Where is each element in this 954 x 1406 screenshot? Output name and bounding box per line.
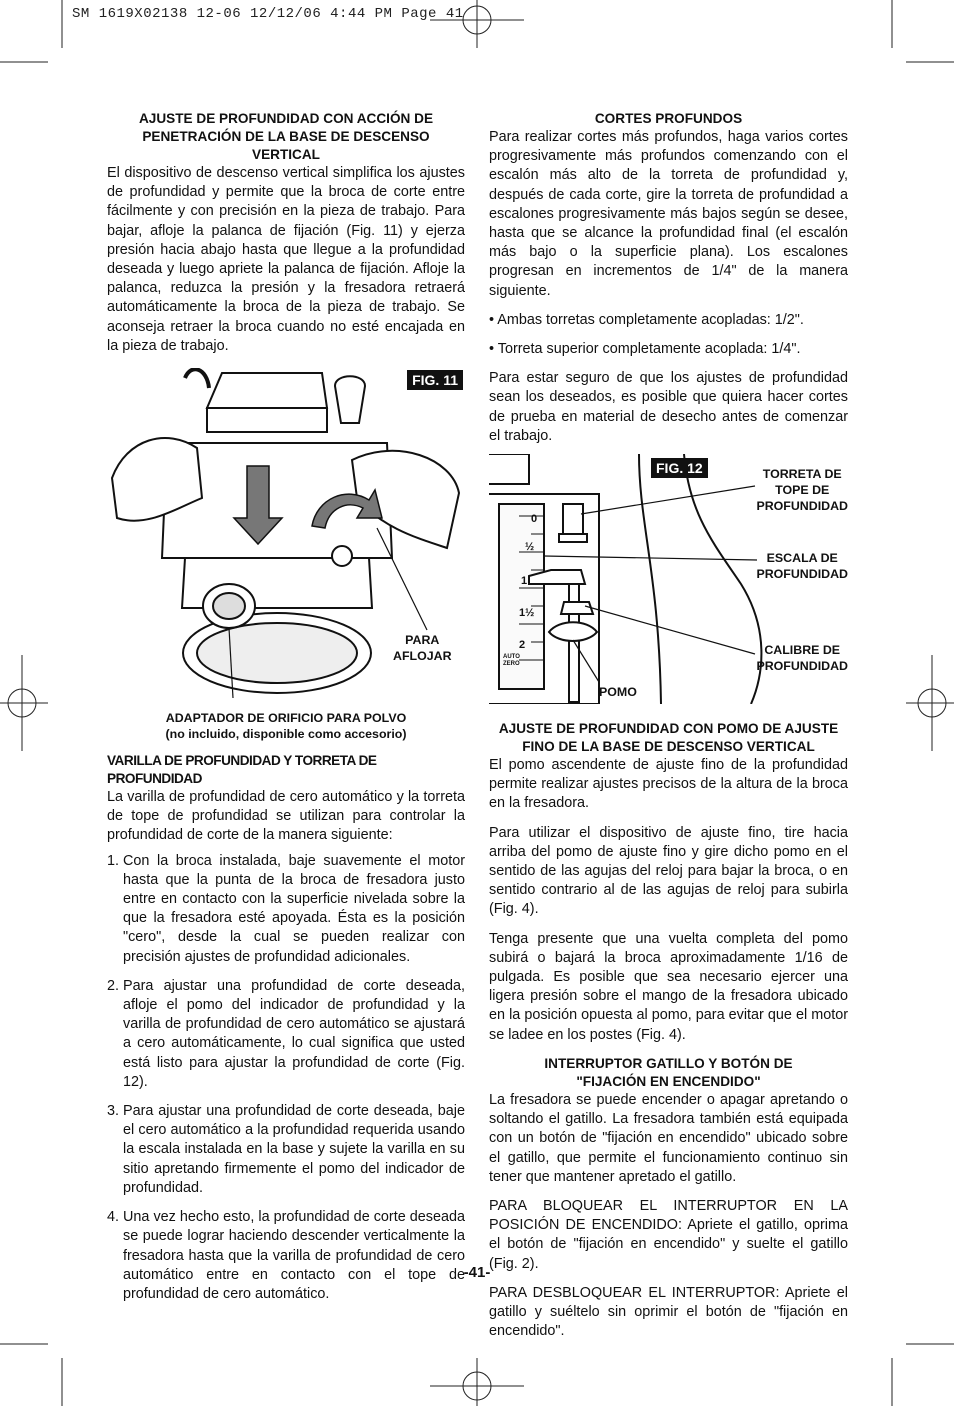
depth-scale-label: ESCALA DE PROFUNDIDAD [756,551,848,582]
scale-2-label: 2 [519,639,526,652]
scale-0-label: 0 [531,513,538,526]
printer-slug: SM 1619X02138 12-06 12/12/06 4:44 PM Page 41 [72,6,464,22]
fine-adjust-paragraph-3: Tenga presente que una vuelta completa del pomo subirá o bajará la broca aproximadamente 1/16 de pulgada. Es posible que sea necesario ejercer una ligera presión sobre el mango de la fresadora ubicado en la posición opuesta al pomo, para evitar que el motor se ladee en los postes (Fig. 4). [489,930,848,1043]
section-heading-fine-adjust: AJUSTE DE PROFUNDIDAD CON POMO DE AJUSTE FINO DE LA BASE DE DESCENSO VERTICAL [498,721,839,755]
section-heading-depth-rod: VARILLA DE PROFUNDIDAD Y TORRETA DE PROFUNDIDAD [107,753,377,787]
figure-11-tag: FIG. 11 [407,370,463,390]
page-number: -41- [463,1264,491,1281]
section-heading-plunge: AJUSTE DE PROFUNDIDAD CON ACCIÓN DE PENETRACIÓN DE LA BASE DE DESCENSO VERTICAL [138,111,434,162]
section-heading-trigger: INTERRUPTOR GATILLO Y BOTÓN DE "FIJACIÓN EN ENCENDIDO" [544,1055,793,1089]
auto-zero-label: AUTO ZERO [503,654,520,668]
trigger-paragraph-2: PARA BLOQUEAR EL INTERRUPTOR EN LA POSICIÓN DE ENCENDIDO: Apriete el gatillo, oprima el botón de "fijación en encendido" y suelte el gatillo (Fig. 2). [489,1197,848,1272]
scale-1-label: 1 [521,575,528,588]
figure-12 [489,454,848,704]
list-item: 1. Con la broca instalada, baje suavemente el motor hasta que la punta de la broca de fresadora justo entre en contacto con la superficie nivelada sobre la que la fresadora esté apoyada. Ésta es la posición "cero", desde la cual se pueden realizar con precisión ajustes de profundidad adicionales. [107,852,465,965]
registration-mark-right [906,655,954,751]
figure-12-tag: FIG. 12 [651,458,708,478]
fine-adjust-paragraph-2: Para utilizar el dispositivo de ajuste fino, tire hacia arriba del pomo de ajuste fino y gire dicho pomo en el sentido de las agujas del reloj para bajar la broca, o en sentido contrario al de las agujas de reloj para subirla (Fig. 4). [489,824,848,918]
bullet-top-turret: • Torreta superior completamente acoplada: 1/4". [489,341,801,358]
registration-mark-bottom [430,1358,524,1406]
fine-adjust-paragraph-1: El pomo ascendente de ajuste fino de la profundidad permite realizar ajustes precisos de la altura de la broca en la fresadora. [489,757,848,812]
depth-stop-turret-label: TORRETA DE TOPE DE PROFUNDIDAD [756,467,848,514]
scale-half-label: ½ [525,541,535,554]
loosen-callout: PARA AFLOJAR [393,633,452,664]
bullet-both-turrets: • Ambas torretas completamente acopladas: 1/2". [489,311,804,328]
registration-mark-left [0,655,48,751]
right-column [489,110,848,1341]
list-item: 3. Para ajustar una profundidad de corte deseada, baje el cero automático a la profundidad requerida usando la escala instalada en la base y sujete la varilla en su sitio apretando firmemente el pomo del indicador de profundidad. [107,1103,465,1196]
knob-label: POMO [599,685,637,700]
trigger-paragraph-3: PARA DESBLOQUEAR EL INTERRUPTOR: Apriete el gatillo y suéltelo sin oprimir el botón de "fijación en encendido". [489,1284,848,1340]
left-column [107,110,465,1304]
depth-steps-list [107,852,465,1304]
scale-1half-label: 1½ [519,607,535,620]
deep-cuts-paragraph: Para realizar cortes más profundos, haga varios cortes progresivamente más profundos comenzando con el escalón más alto de la torreta de profundidad y, después de cada corte, gire la torreta de profundidad a escalones progresivamente más bajos según se desee, hasta que se alcance la profundidad final (el escalón más bajo o la superficie plana). Los escalones progresan en incrementos de 1/4" de la manera siguiente. [489,129,848,299]
trigger-paragraph-1: La fresadora se puede encender o apagar apretando o soltando el gatillo. La fresadora también está equipada con un botón de "fijación en encendido" ubicado sobre el gatillo, que permite el funcionamiento continuo sin tener que mantener apretado el gatillo. [489,1091,848,1185]
list-item: 2. Para ajustar una profundidad de corte deseada, afloje el pomo del indicador de profundidad y la varilla de profundidad de cero automático se ajustará a cero automáticamente, lo cual significa que usted está listo para ajustar la profundidad de corte (Fig. 12). [107,977,465,1090]
list-item: 4. Una vez hecho esto, la profundidad de corte deseada se puede lograr haciendo descender verticalmente la fresadora hasta que la varilla de profundidad de cero automático entre en contacto con el tope de profundidad de cero automático. [107,1209,465,1302]
depth-gauge-label: CALIBRE DE PROFUNDIDAD [756,643,848,674]
dust-adapter-caption: ADAPTADOR DE ORIFICIO PARA POLVO (no incluido, disponible como accesorio) [165,711,407,742]
plunge-paragraph: El dispositivo de descenso vertical simplifica los ajustes de profundidad y permite que la broca de corte entre fácilmente y con precisión en la pieza de trabajo. Para bajar, afloje la palanca de fijación (Fig. 11) y ejerza presión hacia abajo hasta que llegue a la profundidad deseada y luego apriete la palanca de fijación. Afloje la palanca, reduzca la presión y la fresadora retraerá automáticamente la broca de la pieza de trabajo. Se aconseja retraer la broca cuando no esté encajada en la pieza de trabajo. [107,165,465,354]
depth-rod-paragraph: La varilla de profundidad de cero automático y la torreta de tope de profundidad se utilizan para controlar la profundidad de corte de la manera siguiente: [107,789,465,844]
test-cuts-paragraph: Para estar seguro de que los ajustes de profundidad sean los deseados, es posible que quiera hacer cortes de prueba en material de desecho antes de comenzar el trabajo. [489,370,848,444]
section-heading-deep-cuts: CORTES PROFUNDOS [594,111,743,126]
figure-11 [107,368,465,708]
